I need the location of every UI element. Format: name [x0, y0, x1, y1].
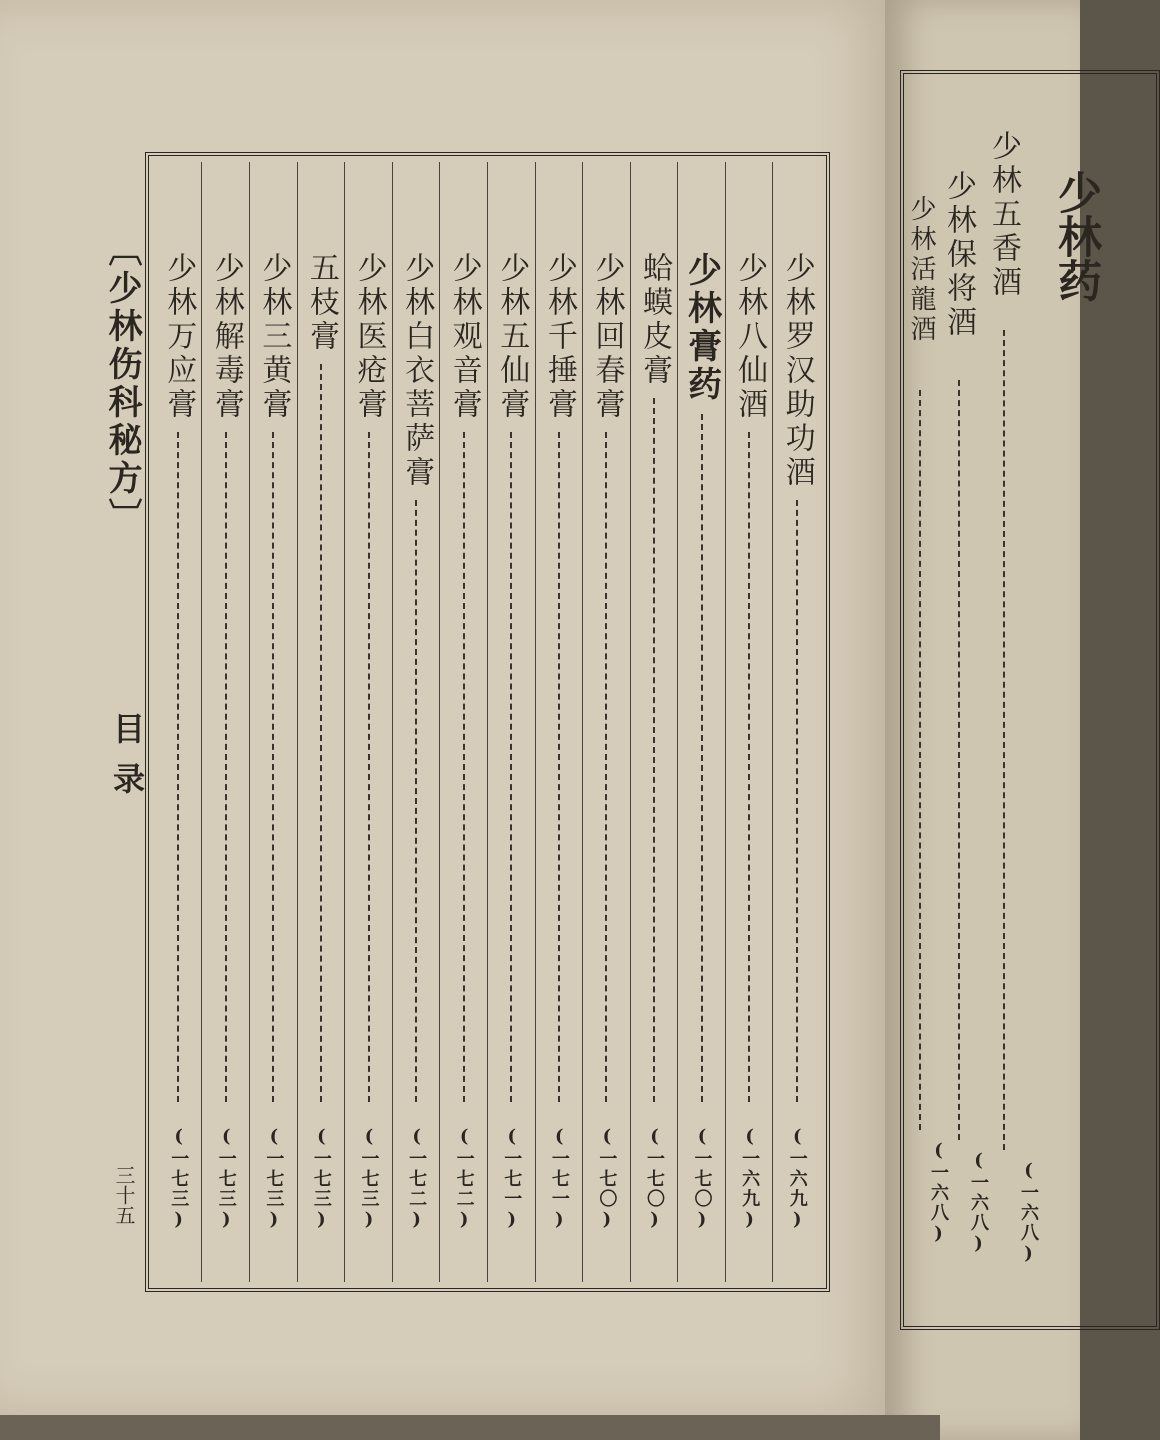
toc-entry-title: 少林白衣菩萨膏: [399, 252, 435, 490]
leader-dashes: [701, 414, 703, 1102]
toc-entry: [677, 162, 725, 1282]
right-leader: [919, 390, 921, 1130]
toc-entry-page: (一七〇): [596, 1126, 618, 1232]
toc-entry-page: (一七〇): [643, 1126, 665, 1232]
leader-dashes: [225, 432, 227, 1102]
toc-entry-title: 少林五仙膏: [494, 252, 530, 422]
right-leader: [1003, 330, 1005, 1150]
toc-entry-page: (一七二): [453, 1126, 475, 1232]
leader-dashes: [272, 432, 274, 1102]
toc-entry-page: (一七三): [358, 1126, 380, 1232]
toc-entry: [155, 162, 202, 1282]
toc-entry-page: (一七三): [310, 1126, 332, 1232]
toc-entry-page: (一六九): [786, 1126, 808, 1232]
toc-entry: [344, 162, 392, 1282]
leader-dashes: [653, 398, 655, 1102]
right-entry-title: 少林活龍酒: [906, 195, 936, 345]
leader-dashes: [177, 432, 179, 1102]
toc-entry-page: (一七〇): [691, 1126, 713, 1232]
right-leader: [958, 380, 960, 1140]
leader-dashes: [415, 500, 417, 1102]
toc-entry-page: (一七三): [168, 1126, 190, 1232]
toc-entry-title: 五枝膏: [303, 252, 339, 354]
toc-entry-title: 少林万应膏: [161, 252, 197, 422]
toc-entry: [725, 162, 773, 1282]
toc-columns: [155, 162, 820, 1282]
right-heading-fragment: 少林药: [1050, 170, 1101, 302]
leader-dashes: [510, 432, 512, 1102]
toc-entry: [535, 162, 583, 1282]
toc-entry-title: 蛤蟆皮膏: [636, 252, 672, 388]
right-entry-page: (一六八): [968, 1150, 989, 1256]
leader-dashes: [605, 432, 607, 1102]
leader-dashes: [320, 364, 322, 1102]
right-entry-page: (一六八): [1018, 1160, 1039, 1266]
right-entry-title: 少林五香酒: [986, 130, 1021, 300]
toc-frame: [145, 152, 830, 1292]
toc-entry: [392, 162, 440, 1282]
toc-entry-page: (一七三): [263, 1126, 285, 1232]
toc-entry-page: (一七一): [548, 1126, 570, 1232]
toc-entry-title: 少林解毒膏: [208, 252, 244, 422]
toc-entry: [630, 162, 678, 1282]
toc-entry: [249, 162, 297, 1282]
toc-entry: [297, 162, 345, 1282]
toc-entry-title: 少林观音膏: [446, 252, 482, 422]
toc-entry: [201, 162, 249, 1282]
leader-dashes: [748, 432, 750, 1102]
toc-entry-title: 少林医疮膏: [351, 252, 387, 422]
toc-entry-title: 少林罗汉助功酒: [779, 252, 815, 490]
toc-entry-page: (一七一): [501, 1126, 523, 1232]
table-surface: [0, 1415, 940, 1440]
leader-dashes: [558, 432, 560, 1102]
toc-entry-title: 少林回春膏: [589, 252, 625, 422]
toc-entry-title: 少林三黄膏: [256, 252, 292, 422]
toc-entry-title: 少林八仙酒: [732, 252, 768, 422]
toc-entry-page: (一六九): [739, 1126, 761, 1232]
toc-entry-title: 少林千捶膏: [541, 252, 577, 422]
right-page: [885, 0, 1101, 1440]
toc-entry-page: (一七二): [406, 1126, 428, 1232]
toc-entry: [772, 162, 820, 1282]
leader-dashes: [796, 500, 798, 1102]
right-entry-title: 少林保将酒: [941, 170, 976, 340]
toc-entry: [582, 162, 630, 1282]
toc-entry: [487, 162, 535, 1282]
leader-dashes: [463, 432, 465, 1102]
book-title: 〔少林伤科秘方〕: [102, 232, 142, 536]
toc-entry: [439, 162, 487, 1282]
section-label: 目录: [108, 712, 146, 812]
right-entry-page: (一六八): [928, 1140, 949, 1246]
leader-dashes: [368, 432, 370, 1102]
toc-entry-page: (一七三): [215, 1126, 237, 1232]
page-number: 三十五: [112, 1165, 136, 1225]
toc-section-heading: 少林膏药: [681, 252, 722, 404]
